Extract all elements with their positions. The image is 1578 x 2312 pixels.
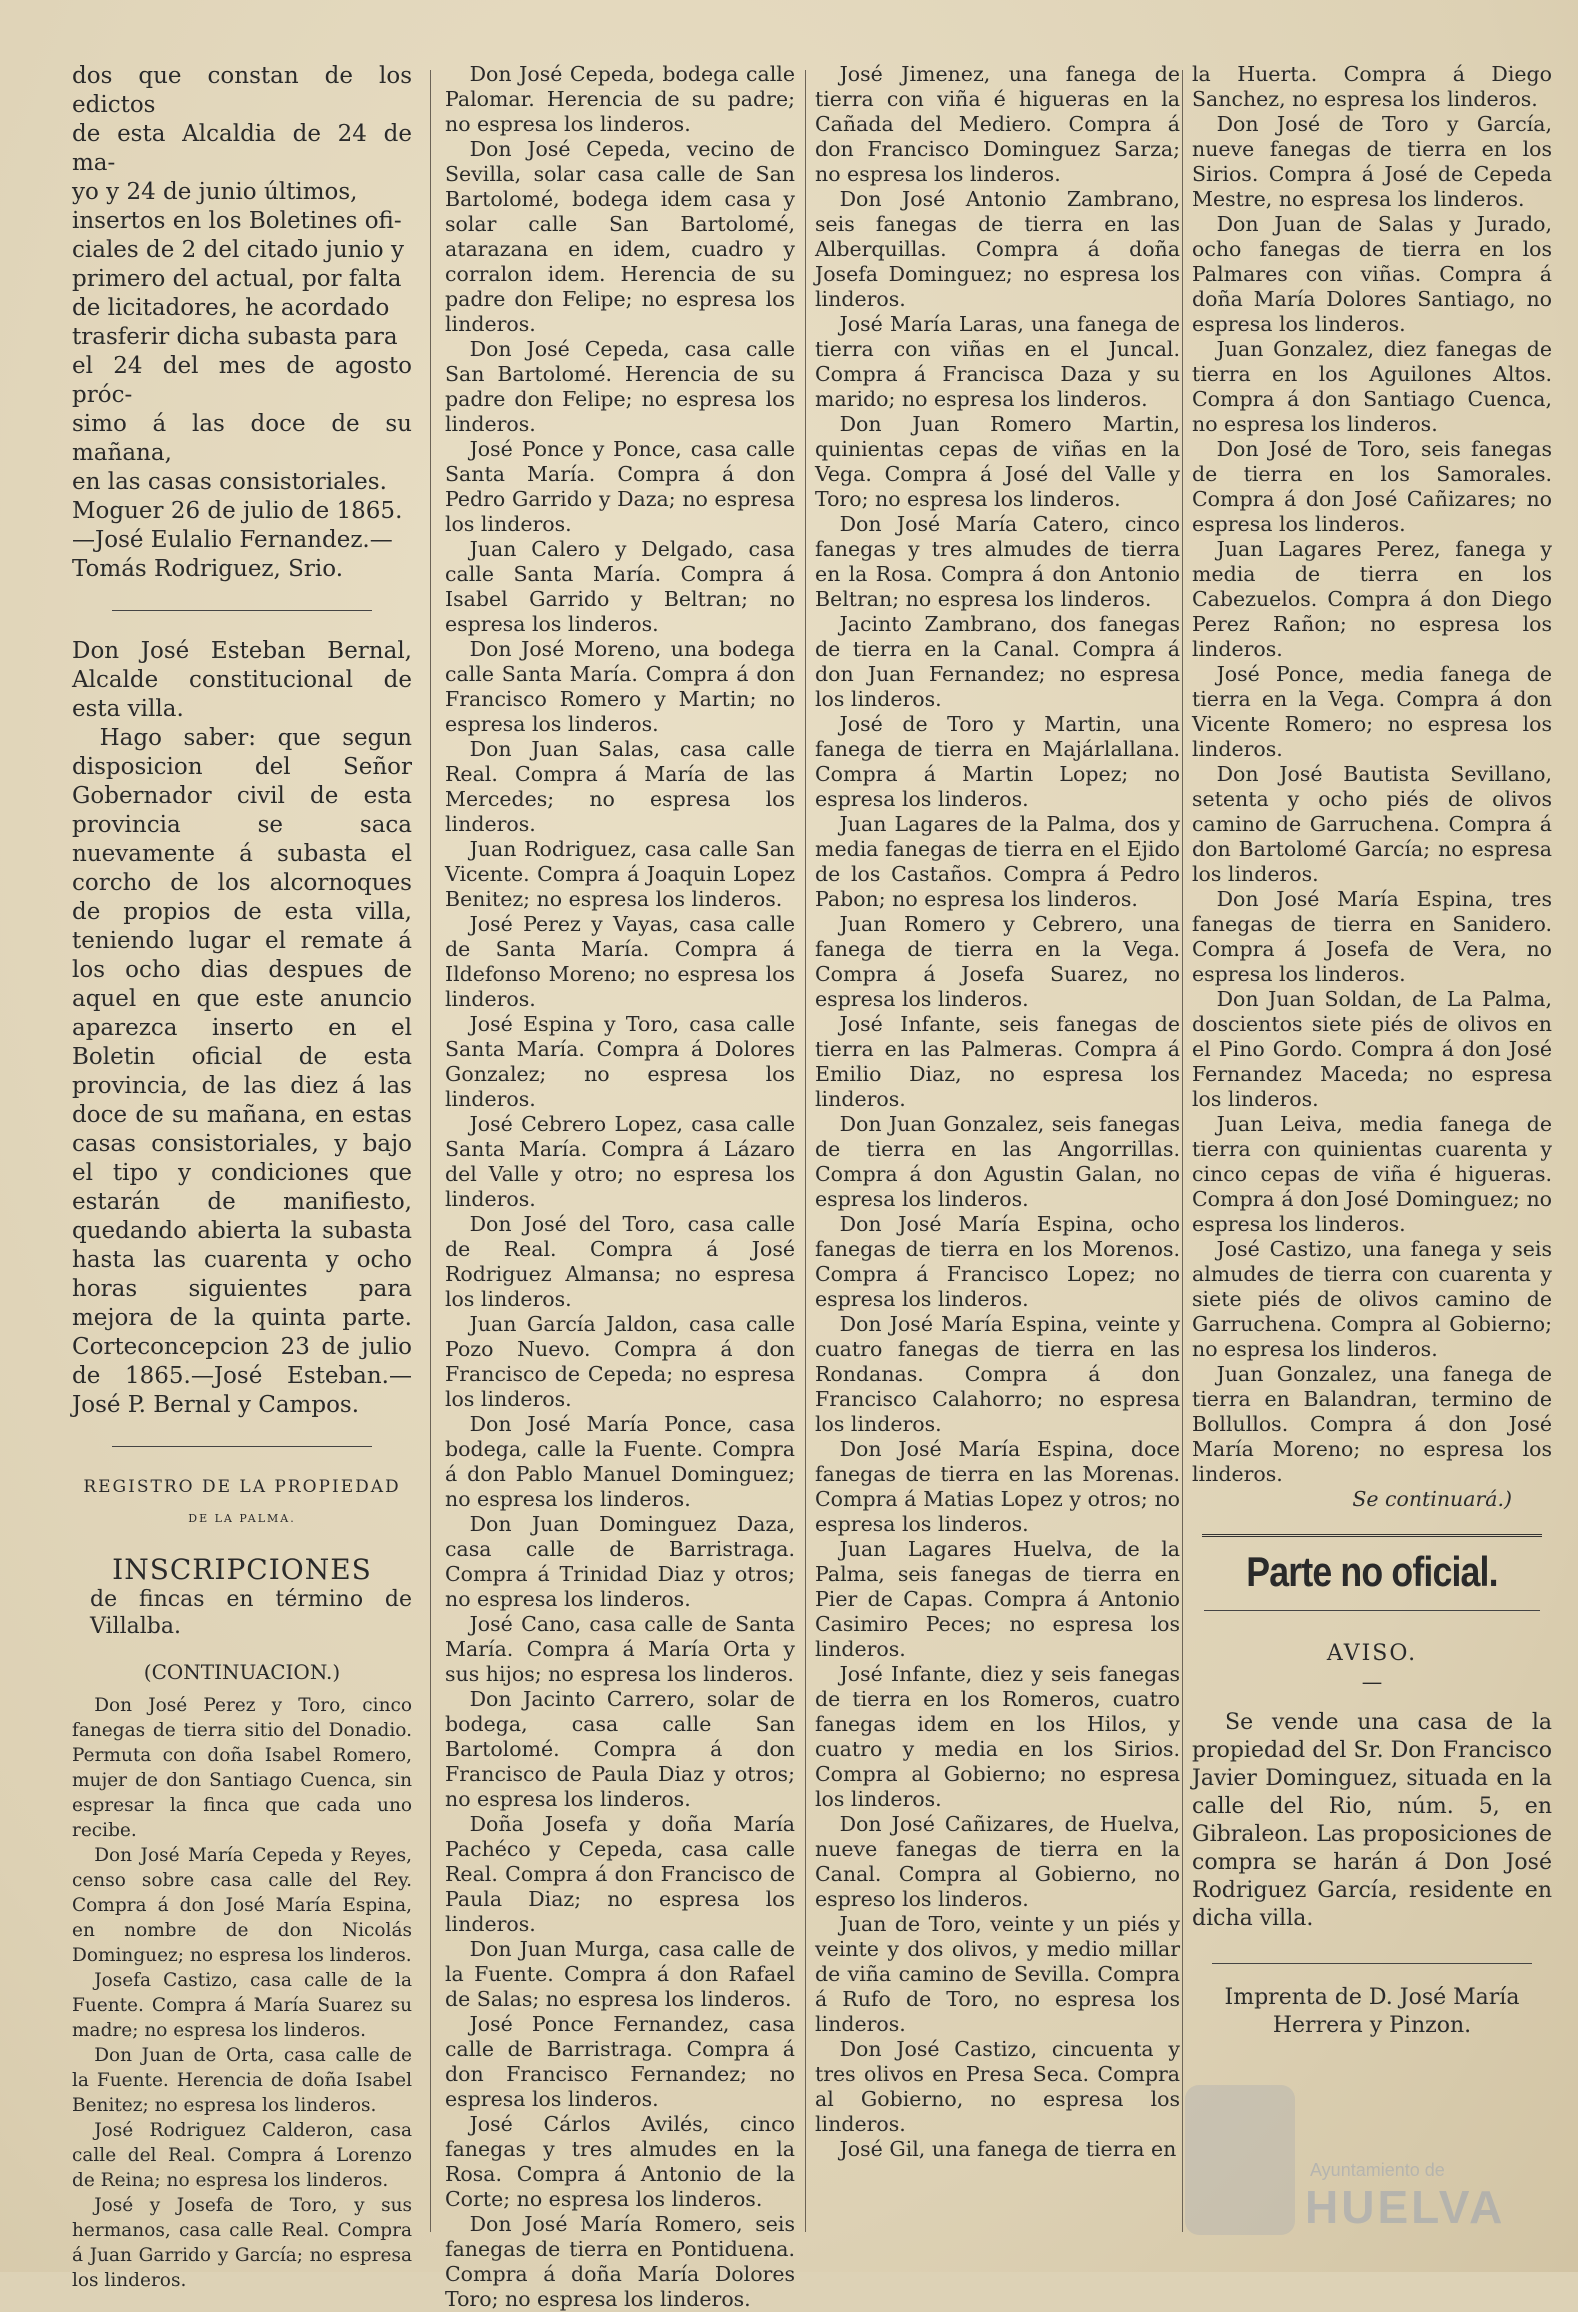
edict-moguer [72, 62, 412, 584]
registry-entry: Don José Perez y Toro, cinco fanegas de tierra sitio del Donadio. Permuta con doña Isabel Romero, mujer de don Santiago Cuenca, sin espresar la finca que cada uno recibe. [72, 1695, 412, 1841]
registry-entry: José Cebrero Lopez, casa calle Santa María. Compra á Lázaro del Valle y otro; no espresa los linderos. [445, 1112, 795, 1211]
column-2 [445, 62, 795, 2311]
registry-entry: José María Laras, una fanega de tierra con viñas en el Juncal. Compra á Francisca Daza y su marido; no espresa los linderos. [815, 312, 1180, 411]
registry-entry: Don Juan Gonzalez, seis fanegas de tierra en las Angorrillas. Compra á don Agustin Galan, no espresa los linderos. [815, 1112, 1180, 1211]
edict-line: el 24 del mes de agosto próc- [72, 353, 412, 408]
edict-line: de licitadores, he acordado [72, 295, 390, 321]
edict-line: yo y 24 de junio últimos, [72, 179, 358, 205]
edict-line: —José Eulalio Fernandez.— [72, 527, 393, 553]
registry-entry: Jacinto Zambrano, dos fanegas de tierra en la Canal. Compra á don Juan Fernandez; no espresa los linderos. [815, 612, 1180, 711]
imprenta-note: Imprenta de D. José María Herrera y Pinzon. [1224, 1985, 1520, 2038]
column-3 [815, 62, 1180, 2232]
registry-entry: José Infante, diez y seis fanegas de tierra en los Romeros, cuatro fanegas idem en los Hilos, y cuatro y media en los Sirios. Compra al Gobierno; no espresa los linderos. [815, 1662, 1180, 1811]
registry-entry: Don José Cañizares, de Huelva, nueve fanegas de tierra en la Canal. Compra al Gobierno, no espreso los linderos. [815, 1812, 1180, 1911]
registry-entry: Juan Rodriguez, casa calle San Vicente. Compra á Joaquin Lopez Benitez; no espresa los linderos. [445, 837, 795, 911]
registry-entry: Don José Bautista Sevillano, setenta y ocho piés de olivos camino de Garruchena. Compra á don Bartolomé García; no espresa los linderos. [1192, 762, 1552, 886]
registry-entry: José Espina y Toro, casa calle Santa María. Compra á Dolores Gonzalez; no espresa los linderos. [445, 1012, 795, 1111]
registry-entry: José Cano, casa calle de Santa María. Compra á María Orta y sus hijos; no espresa los linderos. [445, 1612, 795, 1686]
registry-entry: Juan Romero y Cebrero, una fanega de tierra en la Vega. Compra á Josefa Suarez, no espresa los linderos. [815, 912, 1180, 1011]
registry-entry: Don Juan Soldan, de La Palma, doscientos siete piés de olivos en el Pino Gordo. Compra á don José Fernandez Maceda; no espresa los linderos. [1192, 987, 1552, 1111]
inscripciones-subtitle: de fincas en término de Villalba. [90, 1587, 412, 1639]
edict-line: Tomás Rodriguez, Srio. [72, 556, 344, 582]
section-divider [112, 610, 372, 611]
registry-entry: Don José Castizo, cincuenta y tres olivos en Presa Seca. Compra al Gobierno, no espresa los linderos. [815, 2037, 1180, 2136]
edict-line: trasferir dicha subasta para [72, 324, 398, 350]
registry-entry: Don José Antonio Zambrano, seis fanegas de tierra en las Alberquillas. Compra á doña Josefa Dominguez; no espresa los linderos. [815, 187, 1180, 311]
registry-entry: Juan Gonzalez, una fanega de tierra en Balandran, termino de Bollullos. Compra á don José María Moreno; no espresa los linderos. [1192, 1362, 1552, 1486]
column-divider [805, 70, 806, 2232]
registry-entry: José Infante, seis fanegas de tierra en las Palmeras. Compra á Emilio Diaz, no espresa los linderos. [815, 1012, 1180, 1111]
registry-entry: José Ponce Fernandez, casa calle de Barristraga. Compra á don Francisco Fernandez; no espresa los linderos. [445, 2012, 795, 2111]
registry-entry: Don José de Toro y García, nueve fanegas de tierra en los Sirios. Compra á José de Cepeda Mestre, no espresa los linderos. [1192, 112, 1552, 211]
registry-entry: Juan de Toro, veinte y un piés y veinte y dos olivos, y medio millar de viña camino de Sevilla. Compra á Rufo de Toro, no espresa los linderos. [815, 1912, 1180, 2036]
registry-entry: Juan Leiva, media fanega de tierra con quinientas cuarenta y cinco cepas de viña é higueras. Compra á don José Dominguez; no espresa los linderos. [1192, 1112, 1552, 1236]
registry-entry: Don José Cepeda, vecino de Sevilla, solar casa calle de San Bartolomé, bodega idem casa y solar calle San Bartolomé, atarazana en idem, cuadro y corralon idem. Herencia de su padre don Felipe; no espresa los linderos. [445, 137, 795, 336]
registry-entry: Don José María Espina, doce fanegas de tierra en las Morenas. Compra á Matias Lopez y otros; no espresa los linderos. [815, 1437, 1180, 1536]
bernal-header: Don José Esteban Bernal, Alcalde constitucional de esta villa. [72, 638, 412, 722]
edict-line: insertos en los Boletines ofi- [72, 208, 402, 234]
registry-entry: Don José María Espina, tres fanegas de tierra en Sanidero. Compra á Josefa de Vera, no espresa los linderos. [1192, 887, 1552, 986]
registry-entry: José Perez y Vayas, casa calle de Santa María. Compra á Ildefonso Moreno; no espresa los linderos. [445, 912, 795, 1011]
registry-entry: Don Juan Dominguez Daza, casa calle de Barristraga. Compra á Trinidad Diaz y otros; no espresa los linderos. [445, 1512, 795, 1611]
aviso-body: Se vende una casa de la propiedad del Sr. Don Francisco Javier Dominguez, situada en la calle del Rio, núm. 5, en Gibraleon. Las proposiciones de compra se harán á Don José Rodriguez García, residente en dicha villa. [1192, 1710, 1552, 1931]
registro-subtitle: DE LA PALMA. [188, 1512, 296, 1525]
registry-entry: Don Juan de Orta, casa calle de la Fuente. Herencia de doña Isabel Benitez; no espresa los linderos. [72, 2045, 412, 2116]
registry-entry: José Jimenez, una fanega de tierra con viña é higueras en la Cañada del Mediero. Compra á don Francisco Dominguez Sarza; no espresa los linderos. [815, 62, 1180, 186]
registry-entry: Juan Lagares de la Palma, dos y media fanegas de tierra en el Ejido de los Castaños. Compra á Pedro Pabon; no espresa los linderos. [815, 812, 1180, 911]
registry-entry: José Gil, una fanega de tierra en [839, 2137, 1177, 2161]
edict-line: de esta Alcaldia de 24 de ma- [72, 121, 412, 176]
registry-entry: Don José de Toro, seis fanegas de tierra en los Samorales. Compra á don José Cañizares; no espresa los linderos. [1192, 437, 1552, 536]
registry-entry: Don José María Catero, cinco fanegas y tres almudes de tierra en la Rosa. Compra á don Antonio Beltran; no espresa los linderos. [815, 512, 1180, 611]
registry-entry: Juan Lagares Huelva, de la Palma, seis fanegas de tierra en Pier de Capas. Compra á Antonio Casimiro Peces; no espresa los linderos. [815, 1537, 1180, 1661]
registry-entry: Don José María Cepeda y Reyes, censo sobre casa calle del Rey. Compra á don José María Espina, en nombre de don Nicolás Dominguez; no espresa los linderos. [72, 1845, 412, 1966]
inscripciones-title: INSCRIPCIONES [112, 1553, 372, 1586]
column-4 [1192, 62, 1552, 2232]
registry-entry: Don José Cepeda, bodega calle Palomar. Herencia de su padre; no espresa los linderos. [445, 62, 795, 136]
edict-line: en las casas consistoriales. [72, 469, 387, 495]
column-divider [430, 70, 431, 2232]
registry-entry: Don Jacinto Carrero, solar de bodega, casa calle San Bartolomé. Compra á don Francisco de Paula Diaz y otros; no espresa los linderos. [445, 1687, 795, 1811]
edict-line: simo á las doce de su mañana, [72, 411, 412, 466]
aviso-dash: — [1361, 1670, 1383, 1694]
registry-entry: Don José Cepeda, casa calle San Bartolomé. Herencia de su padre don Felipe; no espresa los linderos. [445, 337, 795, 436]
edict-line: primero del actual, por falta [72, 266, 402, 292]
registry-entry: José Rodriguez Calderon, casa calle del Real. Compra á Lorenzo de Reina; no espresa los linderos. [72, 2120, 412, 2191]
registry-entry: José Cárlos Avilés, cinco fanegas y tres almudes en la Rosa. Compra á Antonio de la Corte; no espresa los linderos. [445, 2112, 795, 2211]
registry-entry: Don Juan Salas, casa calle Real. Compra á María de las Mercedes; no espresa los linderos. [445, 737, 795, 836]
registry-entry: Josefa Castizo, casa calle de la Fuente. Compra á María Suarez su madre; no espresa los linderos. [72, 1970, 412, 2041]
edict-line: ciales de 2 del citado junio y [72, 237, 404, 263]
registry-entry: Don José Moreno, una bodega calle Santa María. Compra á don Francisco Romero y Martin; no espresa los linderos. [445, 637, 795, 736]
section-divider [1204, 1610, 1540, 1611]
registry-entry: José y Josefa de Toro, y sus hermanos, casa calle Real. Compra á Juan Garrido y García; no espresa los linderos. [72, 2195, 412, 2291]
parte-no-oficial-title: Parte no oficial. [1246, 1548, 1498, 1595]
registry-entry: Juan García Jaldon, casa calle Pozo Nuevo. Compra á don Francisco de Cepeda; no espresa los linderos. [445, 1312, 795, 1411]
registry-entry: Don José María Romero, seis fanegas de tierra en Pontiduena. Compra á doña María Dolores Toro; no espresa los linderos. [445, 2212, 795, 2311]
continuacion-label: (CONTINUACION.) [143, 1660, 341, 1684]
registry-entry: José Ponce, media fanega de tierra en la Vega. Compra á don Vicente Romero; no espresa los linderos. [1192, 662, 1552, 761]
registry-entry: Juan Lagares Perez, fanega y media de tierra en los Cabezuelos. Compra á don Diego Perez Rañon; no espresa los linderos. [1192, 537, 1552, 661]
watermark-seal-icon [1185, 2085, 1295, 2235]
registry-entry: Don Juan de Salas y Jurado, ocho fanegas de tierra en los Palmares con viñas. Compra á doña María Dolores Santiago, no espresa los linderos. [1192, 212, 1552, 336]
watermark-text-small: Ayuntamiento de [1310, 2160, 1445, 2180]
registry-entry: Doña Josefa y doña María Pachéco y Cepeda, casa calle Real. Compra á don Francisco de Paula Diaz; no espresa los linderos. [445, 1812, 795, 1936]
section-divider [1212, 1963, 1532, 1964]
registry-entry: José de Toro y Martin, una fanega de tierra en Majárlallana. Compra á Martin Lopez; no espresa los linderos. [815, 712, 1180, 811]
registry-entry-continued: la Huerta. Compra á Diego Sanchez, no espresa los linderos. [1192, 62, 1552, 111]
registry-entry: Don José del Toro, casa calle de Real. Compra á José Rodriguez Almansa; no espresa los linderos. [445, 1212, 795, 1311]
registry-entry: Don Juan Murga, casa calle de la Fuente. Compra á don Rafael de Salas; no espresa los linderos. [445, 1937, 795, 2011]
registry-entry: Don Juan Romero Martin, quinientas cepas de viñas en la Vega. Compra á José del Valle y Toro; no espresa los linderos. [815, 412, 1180, 511]
registry-entry: Don José María Espina, ocho fanegas de tierra en los Morenos. Compra á Francisco Lopez; no espresa los linderos. [815, 1212, 1180, 1311]
registry-entry: Juan Calero y Delgado, casa calle Santa María. Compra á Isabel Garrido y Beltran; no espresa los linderos. [445, 537, 795, 636]
registry-entry: José Ponce y Ponce, casa calle Santa María. Compra á don Pedro Garrido y Daza; no espresa los linderos. [445, 437, 795, 536]
registry-entry: José Castizo, una fanega y seis almudes de tierra con cuarenta y siete piés de olivos camino de Garruchena. Compra al Gobierno; no espresa los linderos. [1192, 1237, 1552, 1361]
edict-line: dos que constan de los edictos [72, 63, 412, 118]
registry-entry: Juan Gonzalez, diez fanegas de tierra en los Aguilones Altos. Compra á don Santiago Cuenca, no espresa los linderos. [1192, 337, 1552, 436]
registry-entry: Don José María Espina, veinte y cuatro fanegas de tierra en las Rondanas. Compra á don Francisco Calahorro; no espresa los linderos. [815, 1312, 1180, 1436]
section-divider [112, 1446, 372, 1447]
edict-line: Moguer 26 de julio de 1865. [72, 498, 403, 524]
aviso-title: AVISO. [1326, 1641, 1418, 1666]
bernal-body: Hago saber: que segun disposicion del Señor Gobernador civil de esta provincia se saca nuevamente á subasta el corcho de los alcornoques de propios de esta villa, teniendo lugar el remate á los ocho dias despues de aquel en que este anuncio aparezca inserto en el Boletin oficial de esta provincia, de las diez á las doce de su mañana, en estas casas consistoriales, y bajo el tipo y condiciones que estarán de manifiesto, quedando abierta la subasta hasta las cuarenta y ocho horas siguientes para mejora de la quinta parte. Corteconcepcion 23 de julio de 1865.—José Esteban.—José P. Bernal y Campos. [72, 725, 412, 1418]
column-divider [1182, 70, 1183, 2232]
section-divider [1202, 1534, 1542, 1537]
registro-title: REGISTRO DE LA PROPIEDAD [83, 1477, 401, 1497]
column-1 [72, 62, 412, 2291]
registry-entry: Don José María Ponce, casa bodega, calle la Fuente. Compra á don Pablo Manuel Dominguez; no espresa los linderos. [445, 1412, 795, 1511]
continuara-note: Se continuará.) [1352, 1487, 1512, 1511]
watermark-text: HUELVA [1305, 2181, 1506, 2233]
